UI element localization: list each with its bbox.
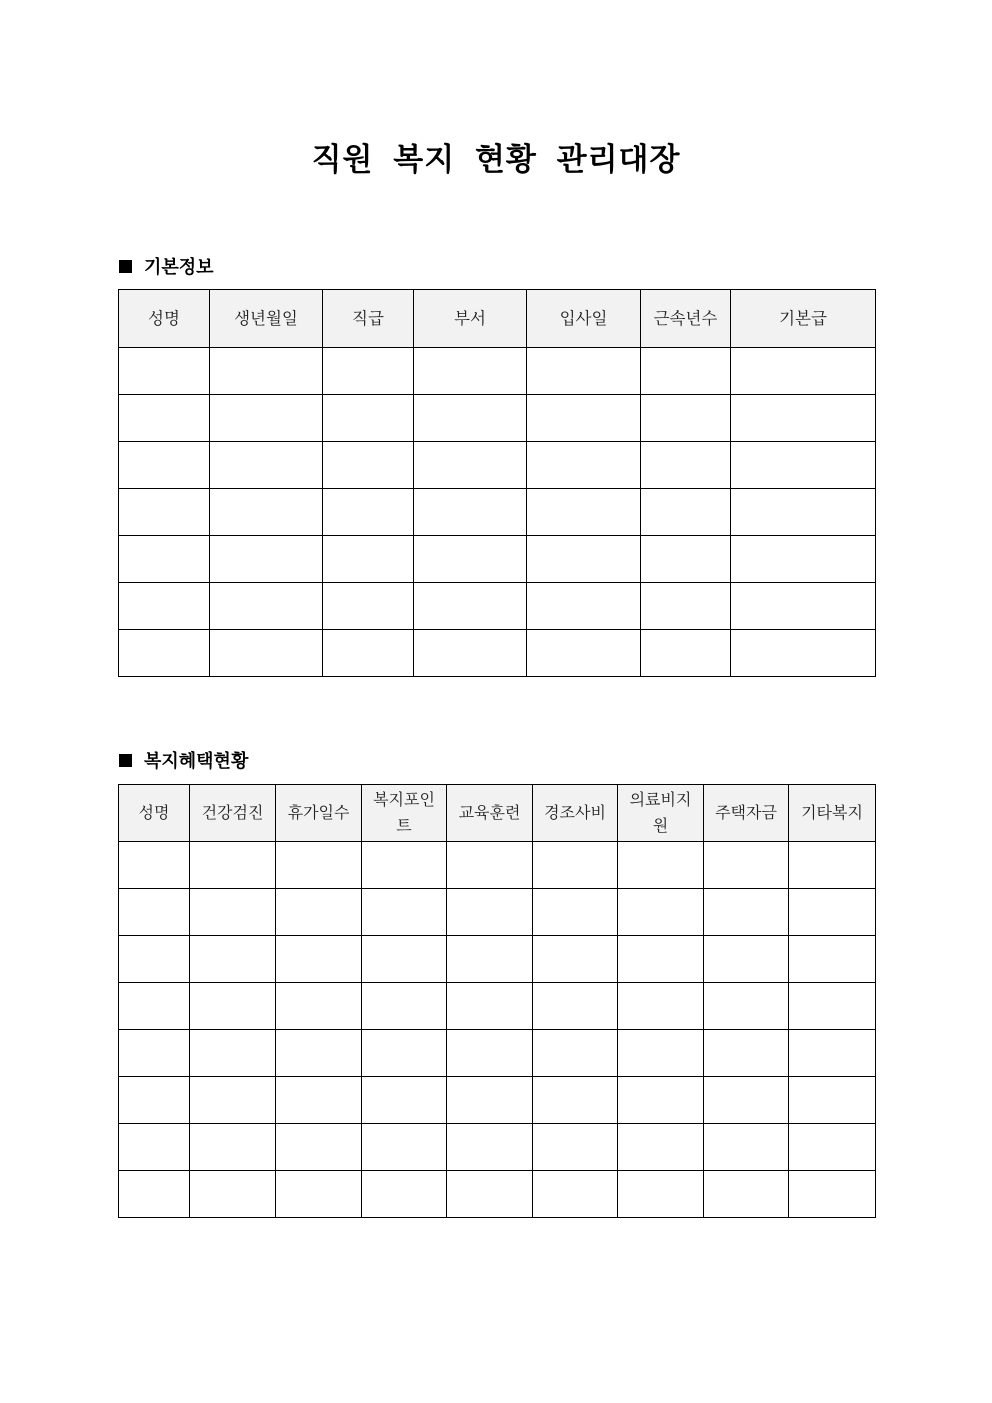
table-cell[interactable] xyxy=(323,348,414,395)
table-cell[interactable] xyxy=(323,583,414,630)
column-header: 기본급 xyxy=(731,290,876,348)
column-header: 성명 xyxy=(119,785,190,842)
column-header: 휴가일수 xyxy=(276,785,362,842)
table-cell[interactable] xyxy=(414,442,527,489)
table-row xyxy=(119,395,876,442)
table-cell[interactable] xyxy=(323,395,414,442)
table-cell[interactable] xyxy=(190,1077,276,1124)
table-cell[interactable] xyxy=(447,842,533,889)
table-cell[interactable] xyxy=(119,1077,190,1124)
table-cell[interactable] xyxy=(527,395,641,442)
column-header: 성명 xyxy=(119,290,210,348)
table-cell[interactable] xyxy=(447,1171,533,1218)
table-cell[interactable] xyxy=(323,442,414,489)
table-row xyxy=(119,936,876,983)
table-cell[interactable] xyxy=(533,842,618,889)
table-cell[interactable] xyxy=(618,983,704,1030)
table-cell[interactable] xyxy=(447,983,533,1030)
basic-info-table xyxy=(118,289,876,677)
table-cell[interactable] xyxy=(276,983,362,1030)
table-cell[interactable] xyxy=(414,536,527,583)
table-cell[interactable] xyxy=(641,348,731,395)
table-cell[interactable] xyxy=(210,489,323,536)
table-cell[interactable] xyxy=(618,936,704,983)
table-cell[interactable] xyxy=(704,1077,789,1124)
table-cell[interactable] xyxy=(119,630,210,677)
table-cell[interactable] xyxy=(210,630,323,677)
table-cell[interactable] xyxy=(190,842,276,889)
table-cell[interactable] xyxy=(119,442,210,489)
table-cell[interactable] xyxy=(731,395,876,442)
table-cell[interactable] xyxy=(447,1077,533,1124)
table-cell[interactable] xyxy=(323,536,414,583)
table-cell[interactable] xyxy=(533,936,618,983)
table-cell[interactable] xyxy=(704,1030,789,1077)
table-cell[interactable] xyxy=(731,583,876,630)
table-row xyxy=(119,1124,876,1171)
welfare-benefits-table xyxy=(118,784,876,1218)
table-cell[interactable] xyxy=(533,1171,618,1218)
table-cell[interactable] xyxy=(414,348,527,395)
table-cell[interactable] xyxy=(210,583,323,630)
table-cell[interactable] xyxy=(789,889,876,936)
table-cell[interactable] xyxy=(527,348,641,395)
table-cell[interactable] xyxy=(210,348,323,395)
table-cell[interactable] xyxy=(190,983,276,1030)
table-cell[interactable] xyxy=(362,1171,447,1218)
table-cell[interactable] xyxy=(789,842,876,889)
table-cell[interactable] xyxy=(362,889,447,936)
table-row xyxy=(119,348,876,395)
table-cell[interactable] xyxy=(731,536,876,583)
section-heading-basic-info xyxy=(119,253,214,279)
table-cell[interactable] xyxy=(789,1171,876,1218)
table-cell[interactable] xyxy=(618,889,704,936)
table-row xyxy=(119,1171,876,1218)
table-cell[interactable] xyxy=(190,936,276,983)
table-cell[interactable] xyxy=(527,442,641,489)
table-row xyxy=(119,889,876,936)
column-header: 생년월일 xyxy=(210,290,323,348)
table-cell[interactable] xyxy=(641,395,731,442)
table-cell[interactable] xyxy=(414,489,527,536)
table-cell[interactable] xyxy=(618,1171,704,1218)
table-cell[interactable] xyxy=(618,1030,704,1077)
table-row xyxy=(119,983,876,1030)
column-header: 기타복지 xyxy=(789,785,876,842)
table-cell[interactable] xyxy=(119,936,190,983)
table-cell[interactable] xyxy=(527,536,641,583)
table-row xyxy=(119,583,876,630)
table-cell[interactable] xyxy=(731,630,876,677)
table-cell[interactable] xyxy=(119,1171,190,1218)
table-cell[interactable] xyxy=(276,936,362,983)
table-cell[interactable] xyxy=(362,936,447,983)
table-cell[interactable] xyxy=(276,842,362,889)
table-cell[interactable] xyxy=(641,442,731,489)
table-cell[interactable] xyxy=(533,1124,618,1171)
table-cell[interactable] xyxy=(119,536,210,583)
table-cell[interactable] xyxy=(527,583,641,630)
table-cell[interactable] xyxy=(119,348,210,395)
column-header: 주택자금 xyxy=(704,785,789,842)
table-cell[interactable] xyxy=(447,1030,533,1077)
table-cell[interactable] xyxy=(414,395,527,442)
table-cell[interactable] xyxy=(119,983,190,1030)
document-title: 직원 복지 현황 관리대장 xyxy=(311,142,681,178)
table-cell[interactable] xyxy=(362,842,447,889)
column-header: 근속년수 xyxy=(641,290,731,348)
table-cell[interactable] xyxy=(641,489,731,536)
table-cell[interactable] xyxy=(119,489,210,536)
table-cell[interactable] xyxy=(447,889,533,936)
table-cell[interactable] xyxy=(704,842,789,889)
column-header: 경조사비 xyxy=(533,785,618,842)
table-cell[interactable] xyxy=(618,842,704,889)
table-cell[interactable] xyxy=(704,936,789,983)
table-cell[interactable] xyxy=(533,1077,618,1124)
table-cell[interactable] xyxy=(190,1030,276,1077)
table-cell[interactable] xyxy=(119,395,210,442)
table-cell[interactable] xyxy=(641,630,731,677)
column-header: 복지포인트 xyxy=(362,785,447,842)
section-heading-label: 기본정보 xyxy=(144,257,214,278)
table-cell[interactable] xyxy=(789,1030,876,1077)
table-cell[interactable] xyxy=(789,1124,876,1171)
table-cell[interactable] xyxy=(704,889,789,936)
table-cell[interactable] xyxy=(276,889,362,936)
table-cell[interactable] xyxy=(704,983,789,1030)
column-header: 입사일 xyxy=(527,290,641,348)
section-heading-label: 복지혜택현황 xyxy=(144,751,249,772)
table-cell[interactable] xyxy=(276,1077,362,1124)
table-cell[interactable] xyxy=(533,889,618,936)
table-cell[interactable] xyxy=(533,1030,618,1077)
table-cell[interactable] xyxy=(618,1077,704,1124)
table-cell[interactable] xyxy=(447,1124,533,1171)
table-cell[interactable] xyxy=(190,1171,276,1218)
table-row xyxy=(119,536,876,583)
table-row xyxy=(119,630,876,677)
table-cell[interactable] xyxy=(190,889,276,936)
section-heading-welfare-benefits xyxy=(119,747,248,773)
table-cell[interactable] xyxy=(362,1124,447,1171)
column-header: 부서 xyxy=(414,290,527,348)
table-cell[interactable] xyxy=(527,630,641,677)
table-cell[interactable] xyxy=(447,936,533,983)
table-cell[interactable] xyxy=(119,583,210,630)
table-cell[interactable] xyxy=(210,442,323,489)
table-cell[interactable] xyxy=(704,1124,789,1171)
table-cell[interactable] xyxy=(731,348,876,395)
table-header-row xyxy=(119,290,876,348)
table-cell[interactable] xyxy=(704,1171,789,1218)
table-cell[interactable] xyxy=(789,983,876,1030)
table-cell[interactable] xyxy=(414,630,527,677)
table-row xyxy=(119,489,876,536)
table-cell[interactable] xyxy=(362,983,447,1030)
table-cell[interactable] xyxy=(527,489,641,536)
table-row xyxy=(119,842,876,889)
table-row xyxy=(119,442,876,489)
table-cell[interactable] xyxy=(119,1030,190,1077)
square-bullet-icon xyxy=(119,754,132,767)
table-cell[interactable] xyxy=(276,1124,362,1171)
column-header: 교육훈련 xyxy=(447,785,533,842)
table-cell[interactable] xyxy=(323,489,414,536)
table-cell[interactable] xyxy=(789,936,876,983)
table-cell[interactable] xyxy=(276,1171,362,1218)
table-cell[interactable] xyxy=(119,842,190,889)
table-cell[interactable] xyxy=(731,442,876,489)
table-cell[interactable] xyxy=(323,630,414,677)
table-cell[interactable] xyxy=(641,536,731,583)
table-cell[interactable] xyxy=(362,1030,447,1077)
column-header: 직급 xyxy=(323,290,414,348)
table-cell[interactable] xyxy=(362,1077,447,1124)
square-bullet-icon xyxy=(119,260,132,273)
table-row xyxy=(119,1030,876,1077)
table-cell[interactable] xyxy=(119,1124,190,1171)
table-cell[interactable] xyxy=(618,1124,704,1171)
table-cell[interactable] xyxy=(190,1124,276,1171)
table-cell[interactable] xyxy=(731,489,876,536)
table-cell[interactable] xyxy=(119,889,190,936)
column-header: 의료비지원 xyxy=(618,785,704,842)
table-cell[interactable] xyxy=(789,1077,876,1124)
table-cell[interactable] xyxy=(641,583,731,630)
table-cell[interactable] xyxy=(210,536,323,583)
table-cell[interactable] xyxy=(210,395,323,442)
table-row xyxy=(119,1077,876,1124)
table-cell[interactable] xyxy=(276,1030,362,1077)
column-header: 건강검진 xyxy=(190,785,276,842)
table-header-row xyxy=(119,785,876,842)
table-cell[interactable] xyxy=(533,983,618,1030)
table-cell[interactable] xyxy=(414,583,527,630)
